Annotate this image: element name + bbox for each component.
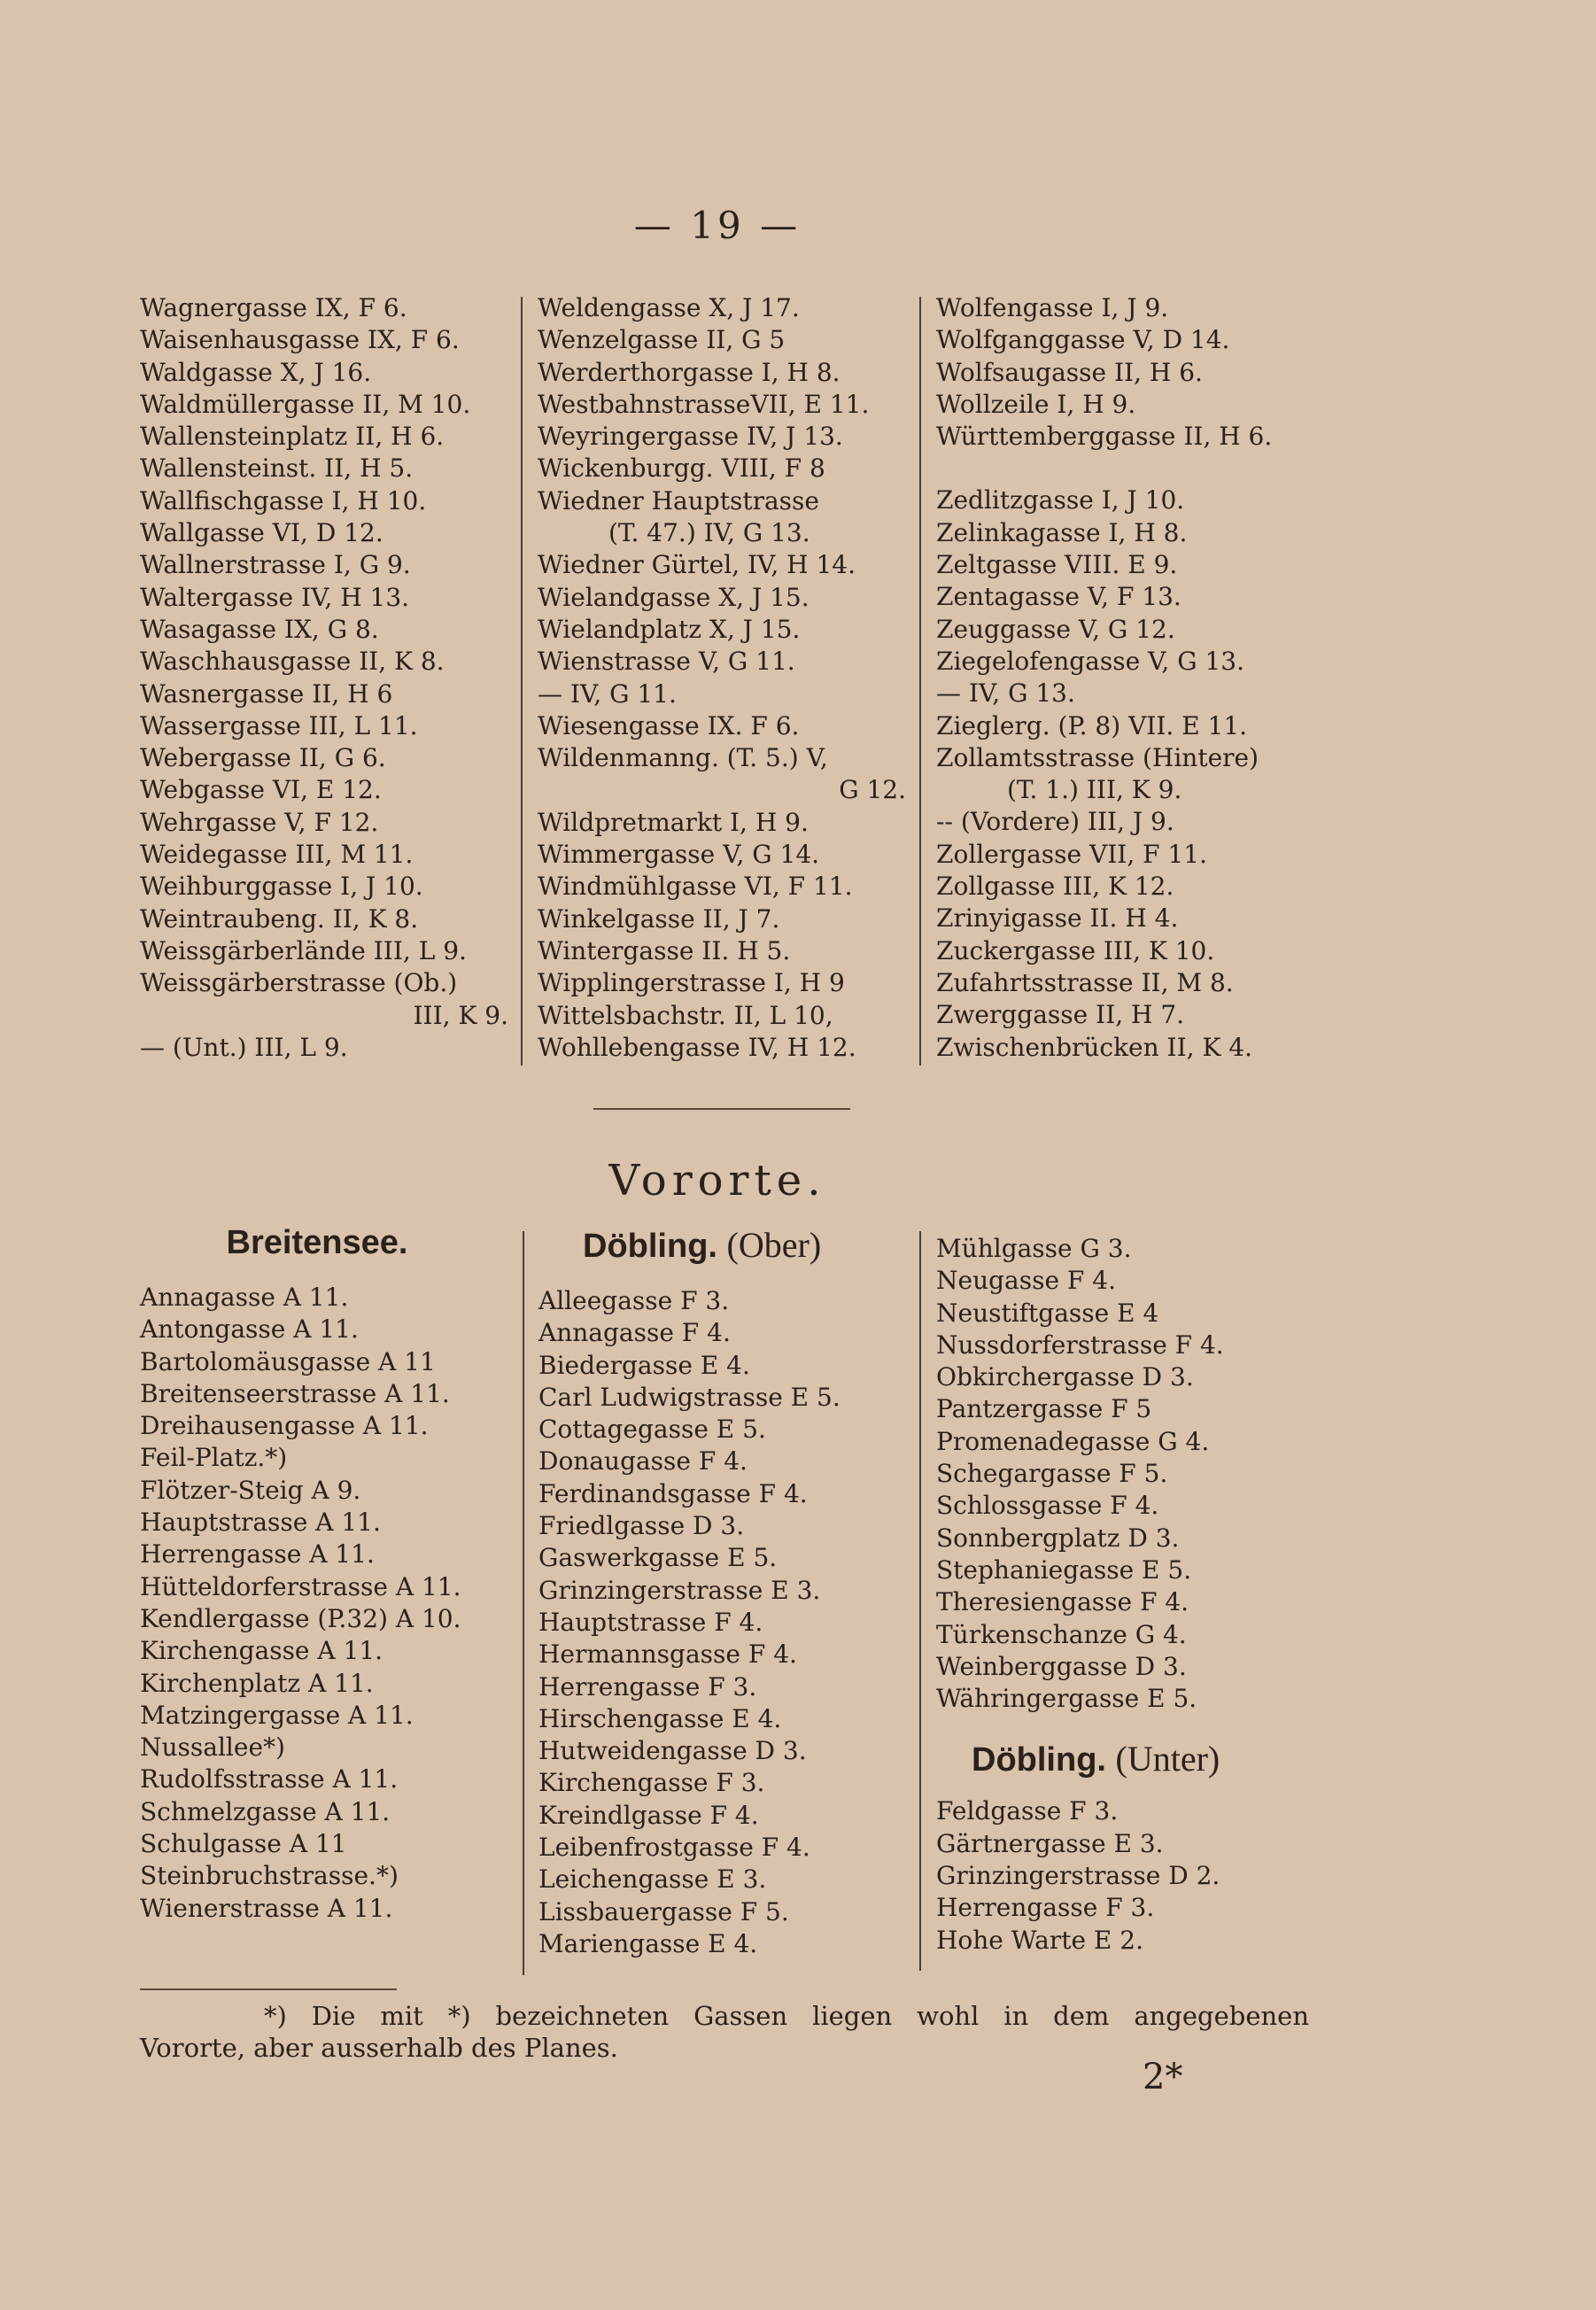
- street-entry: Annagasse A 11.: [140, 1283, 349, 1312]
- street-entry: Wiedner Gürtel, IV, H 14.: [538, 550, 856, 580]
- street-entry: Weyringergasse IV, J 13.: [538, 422, 843, 452]
- street-entry: Biedergasse E 4.: [538, 1350, 750, 1380]
- street-entry: Leibenfrostgasse F 4.: [538, 1833, 810, 1863]
- street-entry: Kirchengasse A 11.: [140, 1636, 384, 1666]
- street-entry: Weintraubeng. II, K 8.: [140, 903, 419, 934]
- street-entry: Gärtnergasse E 3.: [936, 1828, 1164, 1858]
- street-entry: Wassergasse III, L 11.: [140, 710, 418, 740]
- street-entry: Herrengasse A 11.: [140, 1539, 375, 1570]
- street-entry: Wallnerstrasse I, G 9.: [140, 550, 411, 580]
- street-entry: Pantzergasse F 5: [936, 1394, 1152, 1424]
- street-entry: Ziegelofengasse V, G 13.: [936, 646, 1245, 676]
- street-entry: Wallensteinplatz II, H 6.: [140, 422, 445, 452]
- section-title: Vororte.: [608, 1156, 826, 1205]
- street-entry: Rudolfsstrasse A 11.: [140, 1764, 399, 1795]
- street-entry: Wickenburgg. VIII, F 8: [538, 453, 825, 484]
- street-entry: Zeltgasse VIII. E 9.: [936, 550, 1178, 580]
- street-entry: Breitenseerstrasse A 11.: [140, 1378, 450, 1408]
- street-entry: Wiedner Hauptstrasse: [538, 485, 819, 515]
- doebling-right-column: [936, 1233, 1326, 1957]
- street-entry: Weinberggasse D 3.: [936, 1651, 1187, 1681]
- street-entry: Wallensteinst. II, H 5.: [140, 453, 414, 484]
- street-entry: Wolfganggasse V, D 14.: [936, 325, 1230, 355]
- column-divider: [919, 297, 921, 1066]
- street-entry: Antongasse A 11.: [140, 1314, 359, 1345]
- street-entry: Donaugasse F 4.: [538, 1446, 748, 1477]
- street-entry: Waisenhausgasse IX, F 6.: [140, 325, 460, 355]
- street-entry: Theresiengasse F 4.: [936, 1587, 1189, 1617]
- street-entry: G 12.: [839, 775, 906, 805]
- street-entry: Leichengasse E 3.: [538, 1864, 767, 1895]
- street-entry: Wolfengasse I, J 9.: [936, 293, 1169, 322]
- street-entry: Obkirchergasse D 3.: [936, 1362, 1194, 1392]
- street-entry: Kendlergasse (P.32) A 10.: [140, 1603, 461, 1633]
- street-entry: Grinzingerstrasse E 3.: [538, 1575, 821, 1605]
- street-entry: Wagnergasse IX, F 6.: [140, 293, 407, 322]
- street-entry: Weihburggasse I, J 10.: [140, 872, 423, 902]
- street-entry: Neustiftgasse E 4: [936, 1298, 1159, 1328]
- street-entry: Wenzelgasse II, G 5: [538, 325, 786, 355]
- street-entry: Lissbauergasse F 5.: [538, 1896, 789, 1926]
- street-entry: Werderthorgasse I, H 8.: [538, 357, 841, 387]
- street-entry: Zollgasse III, K 12.: [936, 872, 1174, 902]
- street-entry: Dreihausengasse A 11.: [140, 1411, 429, 1441]
- street-entry: Kirchenplatz A 11.: [140, 1668, 374, 1698]
- street-entry: Feil-Platz.*): [140, 1443, 288, 1473]
- breitensee-list: [140, 1282, 521, 1925]
- street-entry: Waschhausgasse II, K 8.: [140, 647, 445, 677]
- doebling-ober-column: [538, 1224, 915, 1960]
- doebling-unter-heading: Döbling. (Unter): [972, 1739, 1220, 1779]
- street-entry: Feldgasse F 3.: [936, 1796, 1119, 1826]
- street-entry: Mühlgasse G 3.: [936, 1234, 1132, 1263]
- street-entry: Kirchengasse F 3.: [538, 1768, 765, 1798]
- street-entry: Wittelsbachstr. II, L 10,: [538, 1000, 833, 1030]
- street-entry: Zuckergasse III, K 10.: [936, 935, 1215, 965]
- street-entry: Waldmüllergasse II, M 10.: [140, 389, 471, 419]
- street-entry: — IV, G 11.: [538, 678, 677, 709]
- street-entry: Wienerstrasse A 11.: [140, 1893, 393, 1923]
- street-entry: Matzingergasse A 11.: [140, 1700, 414, 1730]
- street-entry: Wasnergasse II, H 6: [140, 678, 393, 709]
- street-entry: Wimmergasse V, G 14.: [538, 840, 820, 870]
- street-entry: Wallgasse VI, D 12.: [140, 518, 384, 548]
- street-entry: Hermannsgasse F 4.: [538, 1639, 797, 1670]
- street-entry: III, K 9.: [413, 1000, 508, 1030]
- street-entry: — (Unt.) III, L 9.: [140, 1032, 348, 1062]
- street-entry: Herrengasse F 3.: [538, 1671, 757, 1701]
- street-entry: Sonnbergplatz D 3.: [936, 1523, 1180, 1553]
- street-entry: Wohllebengasse IV, H 12.: [538, 1032, 856, 1062]
- street-entry: Wielandplatz X, J 15.: [538, 614, 801, 644]
- street-entry: Wielandgasse X, J 15.: [538, 582, 810, 612]
- street-entry: — IV, G 13.: [936, 678, 1075, 709]
- street-entry: Weldengasse X, J 17.: [538, 293, 800, 322]
- street-entry: Webgasse VI, E 12.: [140, 775, 382, 805]
- street-entry: Cottagegasse E 5.: [538, 1415, 766, 1445]
- street-entry: Hirschengasse E 4.: [538, 1703, 782, 1733]
- street-entry: Zentagasse V, F 13.: [936, 582, 1182, 612]
- street-entry: (T. 47.) IV, G 13.: [608, 518, 810, 548]
- street-entry: Webergasse II, G 6.: [140, 743, 386, 773]
- street-entry: Neugasse F 4.: [936, 1266, 1116, 1296]
- street-entry: WestbahnstrasseVII, E 11.: [538, 389, 870, 419]
- street-entry: Alleegasse F 3.: [538, 1286, 730, 1315]
- street-entry: Carl Ludwigstrasse E 5.: [538, 1382, 841, 1412]
- street-entry: Schmelzgasse A 11.: [140, 1796, 391, 1826]
- street-entry: Zrinyigasse II. H 4.: [936, 903, 1179, 934]
- street-entry: Hauptstrasse F 4.: [538, 1607, 763, 1637]
- street-entry: Waltergasse IV, H 13.: [140, 582, 410, 612]
- street-entry: Nussdorferstrasse F 4.: [936, 1329, 1224, 1360]
- street-entry: Friedlgasse D 3.: [538, 1511, 745, 1541]
- street-entry: Württemberggasse II, H 6.: [936, 422, 1273, 452]
- street-entry: Wildpretmarkt I, H 9.: [538, 807, 809, 837]
- street-entry: Wiesengasse IX. F 6.: [538, 710, 800, 740]
- street-entry: Zedlitzgasse I, J 10.: [936, 485, 1185, 515]
- street-entry: Wipplingerstrasse I, H 9: [538, 968, 845, 998]
- street-entry: (T. 1.) III, K 9.: [1007, 775, 1182, 805]
- street-entry: Stephaniegasse E 5.: [936, 1554, 1192, 1585]
- street-entry: Zwischenbrücken II, K 4.: [936, 1032, 1253, 1062]
- section-separator: [593, 1108, 850, 1110]
- street-entry: Nussallee*): [140, 1732, 285, 1763]
- column-divider: [919, 1231, 921, 1971]
- doebling-unter-list: [936, 1795, 1326, 1956]
- street-entry: Wehrgasse V, F 12.: [140, 807, 379, 837]
- page-number: — 19 —: [633, 204, 802, 247]
- street-entry: Weissgärberlände III, L 9.: [140, 935, 467, 965]
- street-entry: Weissgärberstrasse (Ob.): [140, 968, 458, 998]
- street-entry: Zufahrtsstrasse II, M 8.: [936, 967, 1234, 997]
- breitensee-heading: Breitensee.: [226, 1224, 408, 1261]
- street-entry: Schulgasse A 11: [140, 1829, 347, 1859]
- street-entry: Steinbruchstrasse.*): [140, 1861, 399, 1891]
- street-entry: Ferdinandsgasse F 4.: [538, 1478, 808, 1508]
- doebling-ober-list: [538, 1285, 915, 1960]
- street-entry: Kreindlgasse F 4.: [538, 1800, 759, 1830]
- street-entry: Gaswerkgasse E 5.: [538, 1543, 778, 1573]
- street-entry: Zollergasse VII, F 11.: [936, 839, 1208, 869]
- street-entry: Türkenschanze G 4.: [936, 1619, 1187, 1649]
- street-entry: Hütteldorferstrasse A 11.: [140, 1571, 461, 1601]
- footnote-line-1: *) Die mit *) bezeichneten Gassen liegen wohl in dem angegebenen: [264, 2001, 1309, 2031]
- street-entry: Zollamtsstrasse (Hintere): [936, 742, 1259, 772]
- street-entry: Annagasse F 4.: [538, 1318, 731, 1348]
- street-entry: Hutweidengasse D 3.: [538, 1736, 807, 1766]
- street-column-1: [140, 292, 519, 1064]
- signature-mark: 2*: [1143, 2057, 1183, 2097]
- doebling-ober-cont-list: [936, 1233, 1326, 1715]
- street-entry: Schegargasse F 5.: [936, 1459, 1168, 1489]
- street-entry: Zeuggasse V, G 12.: [936, 614, 1175, 644]
- street-entry: Grinzingerstrasse D 2.: [936, 1861, 1220, 1891]
- street-entry: Winkelgasse II, J 7.: [538, 903, 780, 934]
- street-entry: Wolfsaugasse II, H 6.: [936, 357, 1203, 387]
- street-entry: Wildenmanng. (T. 5.) V,: [538, 743, 828, 773]
- street-entry: Zwerggasse II, H 7.: [936, 1000, 1185, 1030]
- street-entry: Wintergasse II. H 5.: [538, 935, 791, 965]
- street-entry: Weidegasse III, M 11.: [140, 840, 414, 870]
- street-entry: -- (Vordere) III, J 9.: [936, 807, 1174, 837]
- street-entry: Bartolomäusgasse A 11: [140, 1346, 436, 1376]
- street-entry: Wasagasse IX, G 8.: [140, 614, 379, 644]
- street-entry: Windmühlgasse VI, F 11.: [538, 872, 853, 902]
- street-entry: Waldgasse X, J 16.: [140, 357, 372, 387]
- footnote-line-2: Vororte, aber ausserhalb des Planes.: [140, 2033, 618, 2063]
- street-entry: Zelinkagasse I, H 8.: [936, 517, 1188, 547]
- street-entry: Zieglerg. (P. 8) VII. E 11.: [936, 710, 1248, 740]
- street-entry: Wollzeile I, H 9.: [936, 389, 1136, 419]
- breitensee-column: [140, 1224, 521, 1925]
- street-entry: Schlossgasse F 4.: [936, 1491, 1159, 1521]
- street-entry: Währingergasse E 5.: [936, 1684, 1197, 1714]
- column-divider: [523, 1231, 524, 1975]
- footnote: [140, 2000, 1309, 2064]
- street-entry: Herrengasse F 3.: [936, 1893, 1155, 1923]
- street-entry: Promenadegasse G 4.: [936, 1426, 1210, 1456]
- street-entry: Mariengasse E 4.: [538, 1928, 758, 1958]
- street-entry: Hohe Warte E 2.: [936, 1925, 1143, 1955]
- street-entry: Flötzer-Steig A 9.: [140, 1475, 361, 1505]
- doebling-ober-heading: Döbling. (Ober): [583, 1225, 822, 1265]
- street-column-2: [538, 292, 917, 1064]
- street-entry: Wallfischgasse I, H 10.: [140, 485, 427, 515]
- footnote-rule: [140, 1988, 397, 1990]
- street-column-3: [936, 292, 1326, 1064]
- street-entry: Wienstrasse V, G 11.: [538, 647, 795, 677]
- street-entry: Hauptstrasse A 11.: [140, 1508, 381, 1538]
- column-divider: [521, 297, 523, 1066]
